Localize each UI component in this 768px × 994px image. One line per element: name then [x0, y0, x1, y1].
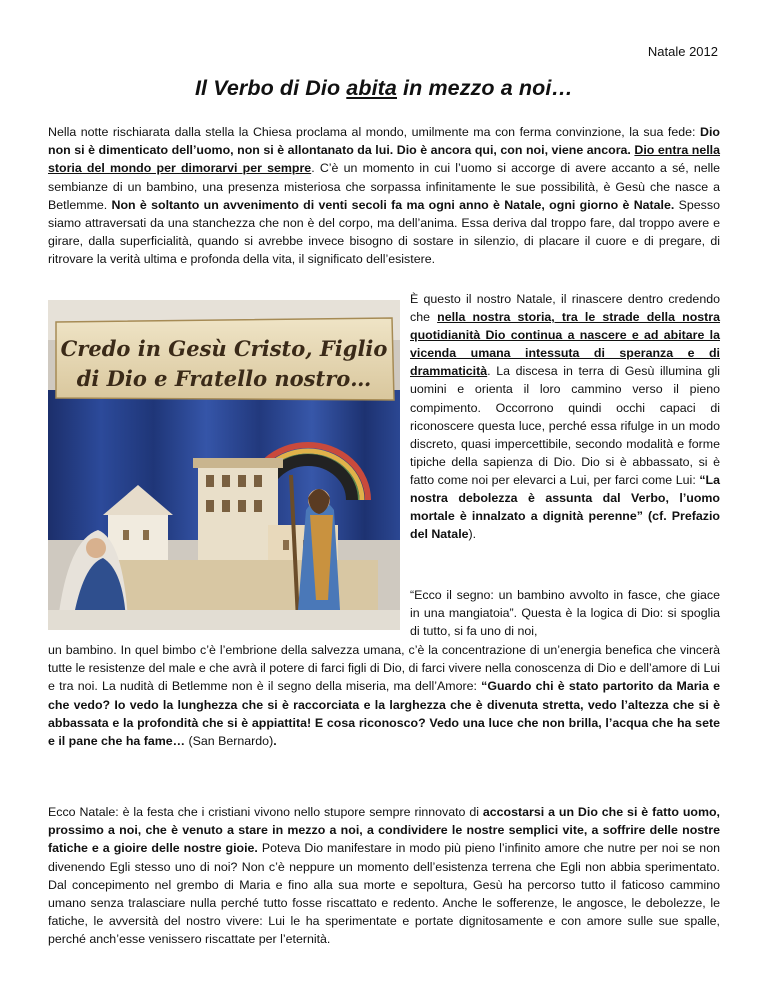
- text: Spesso siamo attraversati da una stanchezza che non è del corpo, ma dell’anima. Essa deriva dal troppo fare, dal troppo avere e girare, dalla superficialità, quando si avrebbe invece bisogno di sostare in silenzio, di placare il cuore e di pregare, di ritrovare la verità ultima e profonda della vita, il significato dell’esistere.: [48, 197, 720, 267]
- nativity-scene-image: [48, 300, 400, 630]
- text: . C’è un momento in cui l’uomo si accorge di avere accanto a sé, nelle sembianze di un bambino, una presenza misteriosa che sorpassa infinitamente le sue possibilità, è Gesù che nasce a Betlemme.: [48, 161, 721, 212]
- paragraph-2: [410, 290, 720, 543]
- page-header-date: Natale 2012: [647, 44, 718, 59]
- banner-text-line-2: di Dio e Fratello nostro…: [76, 366, 372, 391]
- paragraph-3-column-start: “Ecco il segno: un bambino avvolto in fasce, che giace in una mangiatoia”. Questa è la logica di Dio: si spoglia di tutto, si fa uno di noi,: [410, 588, 720, 639]
- text: (San Bernardo): [185, 734, 274, 749]
- text: ).: [468, 527, 477, 542]
- bold-underlined-text: Dio entra nella storia del mondo per dimorarvi per sempre: [48, 143, 720, 176]
- bold-underlined-text: nella nostra storia, tra le strade della nostra quotidianità Dio continua a nascere e ad abitare la vicenda umana intessuta di speranza e di drammaticità: [410, 310, 720, 379]
- bold-text: accostarsi a un Dio che si è fatto uomo, prossimo a noi, che è venuto a stare in mezzo a noi, a condividere le nostre semplici vite, a soffrire delle nostre fatiche e a gioire delle nostre gioie.: [48, 805, 720, 856]
- title-part-2: in mezzo a noi…: [396, 76, 573, 100]
- text: Nella notte rischiarata dalla stella la Chiesa proclama al mondo, umilmente ma con ferma convinzione, la sua fede:: [48, 125, 701, 139]
- title-part-1: Il Verbo di Dio: [194, 76, 347, 100]
- paragraph-4: [48, 803, 720, 949]
- page-title: [0, 76, 768, 101]
- bold-text: Non è soltanto un avvenimento di venti secoli fa ma ogni anno è Natale, ogni giorno è Natale.: [111, 197, 675, 212]
- paragraph-1: [48, 123, 720, 269]
- title-underlined-word: abita: [346, 76, 397, 100]
- bold-text: “Guardo chi è stato partorito da Maria e che vedo? Io vedo la lunghezza che si è raccorciata e la larghezza che è divenuta stretta, vedo l’altezza che si è abbassata e la profondità che si è appiattita! E cosa riconosco? Vedo una luce che non brilla, l’acqua che ha sete e il pane che ha fame…: [48, 679, 720, 749]
- text: un bambino. In quel bimbo c’è l’embrione della salvezza umana, c’è la concentrazione di un’energia benefica che vincerà tutte le resistenze del male e che avrà il potere di farci figli di Dio, di farci vivere nella conoscenza di Dio e dell’amore di Lui e tra noi. La nudità di Betlemme non è il segno della miseria, ma dell’Amore:: [48, 643, 720, 694]
- bold-text: Dio non si è dimenticato dell’uomo, non si è allontanato da lui. Dio è ancora qui, con noi, viene ancora.: [48, 125, 720, 158]
- banner-text-line-1: Credo in Gesù Cristo, Figlio: [60, 336, 388, 361]
- text: È questo il nostro Natale, il rinascere dentro credendo che: [410, 292, 720, 325]
- text: . La discesa in terra di Gesù illumina gli uomini e orienta il loro cammino verso il pieno compimento. Occorrono quindi occhi capaci di riconoscere questa luce, perché essa rifulge in un modo discreto, quasi impercettibile, secondo modalità e forme tipiche della sapienza di Dio. Dio si è abbassato, si è fatto come noi per elevarci a Lui, per farci come Lui:: [410, 364, 720, 487]
- bold-text: “La nostra debolezza è assunta dal Verbo, l’uomo mortale è innalzato a dignità perenne” (cf. Prefazio del Natale: [410, 472, 720, 542]
- text: Poteva Dio manifestare in modo più pieno l’infinito amore che nutre per noi se non divenendo Egli stesso uno di noi? Non c’è neppure un momento dell’esistenza terrena che Egli non abbia sperimentato. Dal concepimento nel grembo di Maria e fino alla sua morte e sepoltura, Gesù ha percorso tutto il faticoso cammino umano senza tralasciare nulla perché tutto fosse riscattato e redento. Anche le sofferenze, le angosce, le debolezze, le fatiche, le avversità del nostro vivere: Lui le ha sperimentate e portate dignitosamente e con amore sulle sue spalle, perché anch’esse venissero riscattate per l’eternità.: [48, 841, 720, 947]
- paragraph-3: [48, 641, 720, 750]
- bold-text: .: [273, 734, 277, 749]
- nativity-scene-photo: [48, 300, 400, 630]
- text: Ecco Natale: è la festa che i cristiani vivono nello stupore sempre rinnovato di: [48, 805, 483, 819]
